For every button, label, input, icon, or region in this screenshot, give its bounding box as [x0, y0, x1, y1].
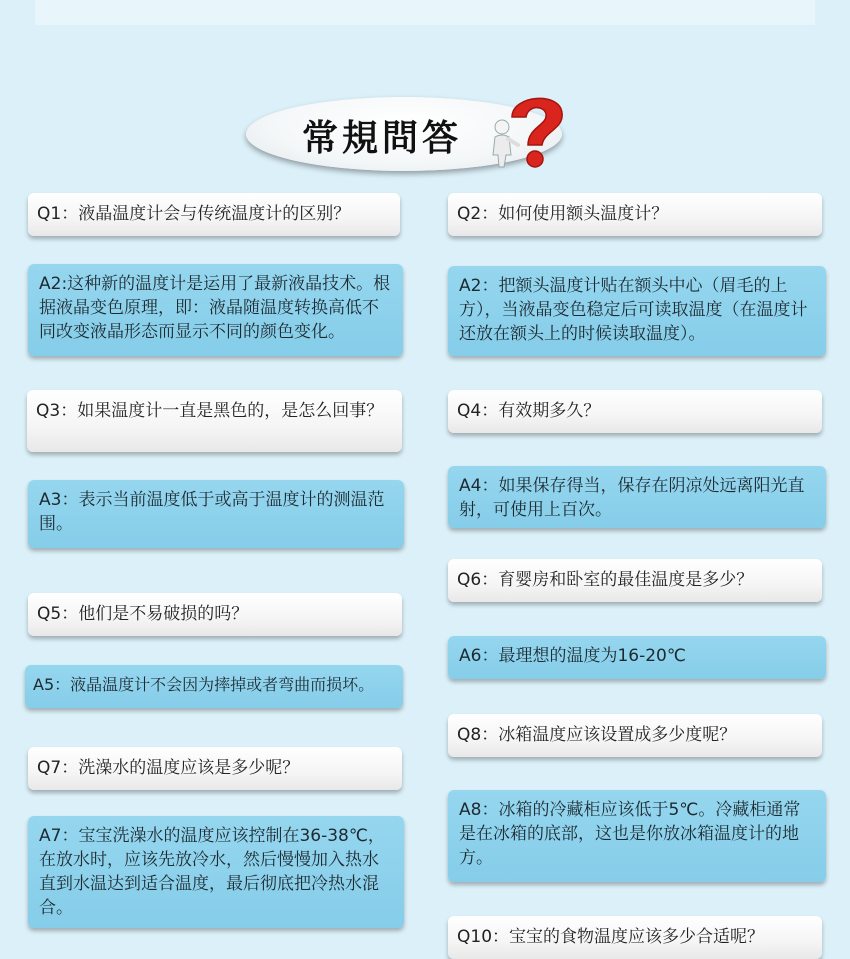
question-card: Q8：冰箱温度应该设置成多少度呢？	[448, 714, 822, 757]
page-title: 常規問答	[302, 118, 463, 159]
question-card: Q4：有效期多久？	[448, 390, 822, 433]
answer-card: A2：把额头温度计贴在额头中心（眉毛的上方），当液晶变色稳定后可读取温度（在温度计还放在额头上的时候读取温度）。	[448, 266, 826, 356]
answer-card: A2:这种新的温度计是运用了最新液晶技术。根据液晶变色原理，即：液晶随温度转换高低不同改变液晶形态而显示不同的颜色变化。	[28, 264, 403, 356]
answer-card: A8：冰箱的冷藏柜应该低于5℃。冷藏柜通常是在冰箱的底部，这也是你放冰箱温度计的地方。	[448, 790, 826, 882]
answer-card: A3：表示当前温度低于或高于温度计的测温范围。	[28, 480, 404, 548]
question-card: Q10：宝宝的食物温度应该多少合适呢？	[448, 916, 822, 959]
question-card: Q1：液晶温度计会与传统温度计的区别？	[28, 193, 400, 236]
question-card: Q2：如何使用额头温度计？	[448, 193, 822, 236]
question-card: Q7：洗澡水的温度应该是多少呢？	[28, 747, 402, 790]
answer-card: A5：液晶温度计不会因为摔掉或者弯曲而损坏。	[25, 665, 403, 708]
question-card: Q3：如果温度计一直是黑色的，是怎么回事？	[27, 390, 402, 452]
answer-card: A4：如果保存得当，保存在阴凉处远离阳光直射，可使用上百次。	[448, 466, 826, 528]
question-card: Q5：他们是不易破损的吗？	[28, 593, 402, 636]
answer-card: A7：宝宝洗澡水的温度应该控制在36-38℃，在放水时，应该先放冷水，然后慢慢加入热水直到水温达到适合温度，最后彻底把冷热水混合。	[28, 816, 404, 928]
question-card: Q6：育婴房和卧室的最佳温度是多少？	[448, 559, 822, 602]
answer-card: A6：最理想的温度为16-20℃	[448, 636, 826, 679]
